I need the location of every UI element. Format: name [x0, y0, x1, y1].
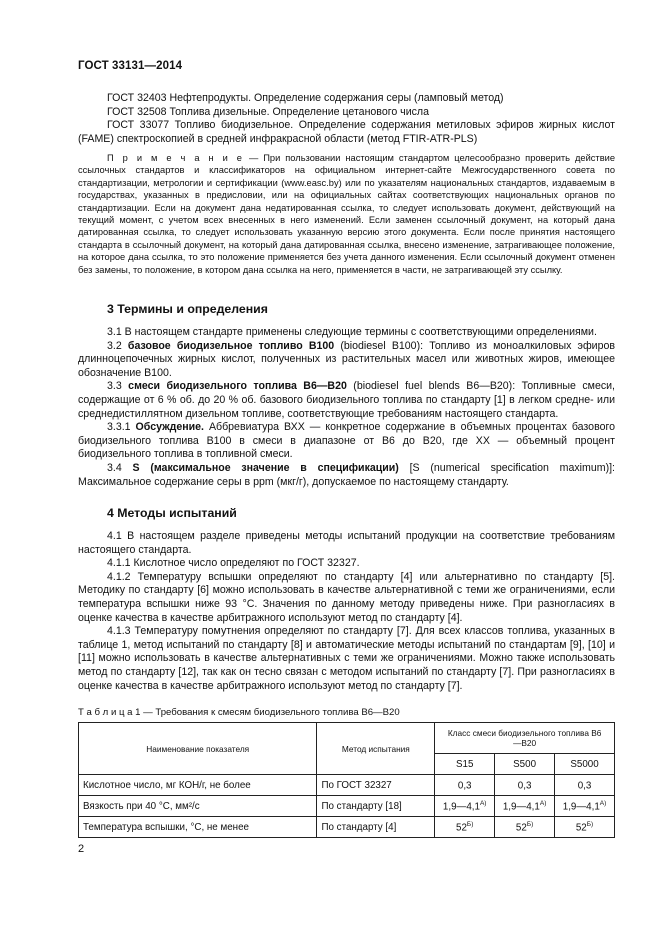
section-3-heading: 3 Термины и определения — [107, 302, 268, 316]
row-value: $52^{Б)}$ — [435, 817, 495, 838]
section-4-heading: 4 Методы испытаний — [107, 506, 237, 520]
row-method: По стандарту [18] — [317, 796, 435, 817]
section-4-body — [78, 530, 615, 693]
row-parameter: Вязкость при 40 °С, мм²/с — [79, 796, 317, 817]
class-s15: S15 — [435, 754, 495, 775]
paragraph-4-1: 4.1 В настоящем разделе приведены методы испытаний продукции на соответствие требованиям настоящего стандарта. — [78, 530, 615, 556]
row-value: 0,3 — [555, 775, 615, 796]
class-s5000: S5000 — [555, 754, 615, 775]
table-row — [79, 775, 615, 796]
row-method: По стандарту [4] — [317, 817, 435, 838]
paragraph-3-1: 3.1 В настоящем стандарте применены следующие термины с соответствующими определениями. — [107, 326, 597, 338]
term-b100: базовое биодизельное топливо В100 — [127, 339, 335, 352]
row-value: $1,9—4,1^{А)}$ — [555, 796, 615, 817]
header-fuel-class: Класс смеси биодизельного топлива В6—В20 — [435, 723, 615, 754]
table-row — [79, 817, 615, 838]
paragraph-3-3: 3.3 смеси биодизельного топлива В6—В20 (biodiesel fuel blends В6—В20): Топливные смеси, содержащие от 6 % об. до 20 % об. базового биодизельного топлива по стандарту [1] в легком средне- или среднедистиллятном дизельном топливе, соответствующие требованиям настоящего стандарта. — [78, 380, 615, 420]
header-test-method: Метод испытания — [317, 723, 435, 775]
paragraph-4-1-2: 4.1.2 Температуру вспышки определяют по стандарту [4] или альтернативно по стандарту [5]. Методику по стандарту [6] можно использовать в качестве альтернативной с теми же ограничениями, если температура вспышки ниже 93 °С. Значения по данному методу приведены ниже. При разногласиях в оценке качества в качестве арбитражного используют метод по стандарту [4]. — [78, 570, 615, 624]
term-s-max: S (максимальное значение в спецификации) — [132, 461, 399, 474]
note-text: — При пользовании настоящим стандартом целесообразно проверить действие ссылочных стандартов и классификаторов на официальном интернет-сайте Межгосударственного совета по стандартизации, метрологии и сертификации (www.easc.by) или по указателям национальных стандартов, издаваемым в государствах, указанных в предисловии, или на официальных сайтах соответствующих национальных органов по стандартизации. Если на документ дана недатированная ссылка, то следует использовать документ, действующий на текущий момент, с учетом всех внесенных в него изменений. Если заменен ссылочный документ, на который дана датированная ссылка, то следует использовать указанную версию этого документа. Если после принятия настоящего стандарта в ссылочный документ, на который дана датированная ссылка, внесено изменение, затрагивающее положение, на которое дана ссылка, то это положение применяется без учета данного изменения. Если ссылочный документ отменен без замены, то положение, в котором дана ссылка на него, применяется в части, не затрагивающей эту ссылку. — [78, 153, 615, 275]
table-1 — [78, 722, 615, 838]
term-discussion: Обсуждение. — [135, 421, 204, 434]
reference-gost-33077: ГОСТ 33077 Топливо биодизельное. Определение содержания метиловых эфиров жирных кислот (FAME) спектроскопией в средней инфракрасной области (метод FTIR-ATR-PLS) — [78, 119, 615, 145]
term-b6-b20: смеси биодизельного топлива В6—В20 — [128, 380, 347, 393]
paragraph-4-1-3: 4.1.3 Температуру помутнения определяют по стандарту [7]. Для всех классов топлива, указанных в таблице 1, метод испытаний по стандарту [8] и автоматические методы испытаний по стандартам [9], [10] и [11] можно использовать в качестве альтернативных с теми же ограничениями. Можно также использовать метод по стандарту [12], так как он тесно связан с методом испытаний по стандарту [7]. При разногласиях в оценке качества в качестве арбитражного используют метод по стандарту [7]. — [78, 625, 615, 692]
row-value: $1,9—4,1^{А)}$ — [435, 796, 495, 817]
row-parameter: Температура вспышки, °С, не менее — [79, 817, 317, 838]
row-parameter: Кислотное число, мг КОН/г, не более — [79, 775, 317, 796]
paragraph-3-2: 3.2 базовое биодизельное топливо В100 (biodiesel В100): Топливо из моноалкиловых эфиров длинноцепочечных жирных кислот, полученных из растительных масел или животных жиров, имеющее обозначение В100. — [78, 339, 615, 379]
row-value: 0,3 — [435, 775, 495, 796]
paragraph-4-1-1: 4.1.1 Кислотное число определяют по ГОСТ 32327. — [107, 557, 360, 570]
row-value: $52^{Б)}$ — [495, 817, 555, 838]
note-label: П р и м е ч а н и е — [107, 153, 244, 163]
class-s500: S500 — [495, 754, 555, 775]
row-value: 0,3 — [495, 775, 555, 796]
page-number: 2 — [78, 843, 85, 855]
header-parameter-name: Наименование показателя — [79, 723, 317, 775]
paragraph-3-4: 3.4 S (максимальное значение в спецификации) [S (numerical specification maximum)]: Максимальное содержание серы в ppm (мкг/г), допускаемое по настоящему стандарту. — [78, 461, 615, 488]
document-header: ГОСТ 33131—2014 — [78, 60, 183, 72]
table-row — [79, 796, 615, 817]
reference-gost-32508: ГОСТ 32508 Топлива дизельные. Определение цетанового числа — [107, 105, 429, 118]
table-header-row — [79, 723, 615, 754]
row-value: $52^{Б)}$ — [555, 817, 615, 838]
row-method: По ГОСТ 32327 — [317, 775, 435, 796]
section-3-body — [78, 326, 615, 489]
reference-gost-32403: ГОСТ 32403 Нефтепродукты. Определение содержания серы (ламповый метод) — [107, 92, 504, 104]
paragraph-3-3-1: 3.3.1 Обсуждение. Аббревиатура ВХХ — конкретное содержание в объемных процентах базового биодизельного топлива В100 в смеси в диапазоне от В6 до В20, где ХХ — объемный процент биодизельного топлива в топливной смеси. — [78, 421, 615, 461]
normative-references — [78, 92, 615, 146]
note-block — [78, 152, 615, 276]
row-value: $1,9—4,1^{А)}$ — [495, 796, 555, 817]
table-1-caption: Т а б л и ц а 1 — Требования к смесям биодизельного топлива В6—В20 — [78, 707, 400, 718]
